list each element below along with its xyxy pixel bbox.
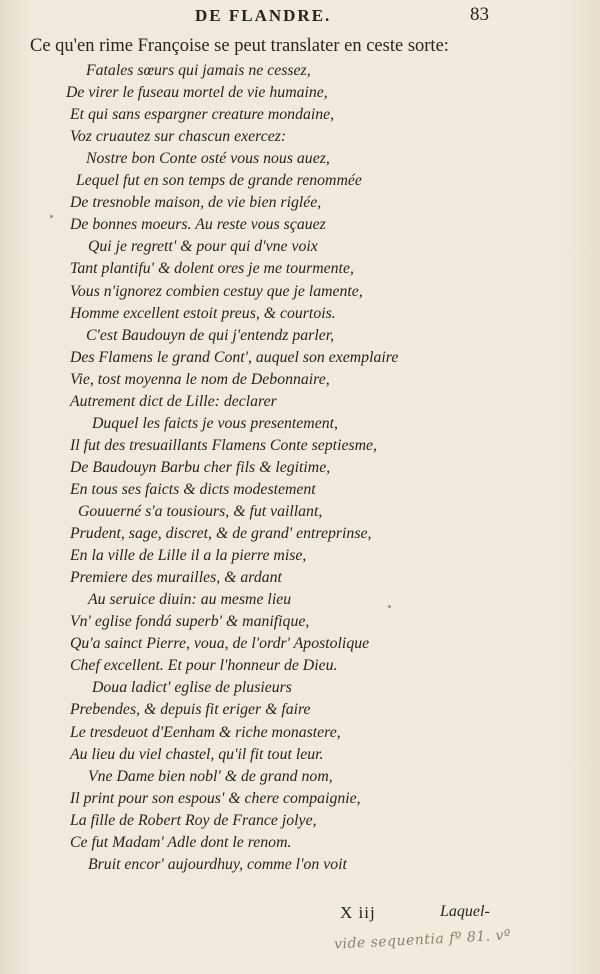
verse-line: Prebendes, & depuis fit eriger & faire bbox=[70, 701, 311, 719]
verse-line: De tresnoble maison, de vie bien riglée, bbox=[70, 194, 322, 212]
ink-speck bbox=[388, 605, 391, 608]
verse-line: Vie, tost moyenna le nom de Debonnaire, bbox=[70, 370, 330, 388]
verse-line: Nostre bon Conte osté vous nous auez, bbox=[86, 150, 330, 168]
ink-speck bbox=[50, 215, 53, 218]
verse-line: Qui je regrett' & pour qui d'vne voix bbox=[88, 238, 318, 256]
verse-line: Chef excellent. Et pour l'honneur de Dieu. bbox=[70, 657, 338, 675]
signature-mark: X iij bbox=[340, 903, 376, 922]
verse-line: Vous n'ignorez combien cestuy que je lamente, bbox=[70, 282, 363, 300]
page-number: 83 bbox=[470, 4, 489, 25]
verse-line: Homme excellent estoit preus, & courtois. bbox=[70, 304, 336, 322]
verse-line: Gouuerné s'a tousiours, & fut vaillant, bbox=[78, 503, 323, 520]
running-head: DE FLANDRE. bbox=[195, 6, 332, 25]
verse-line: Vn' eglise fondá superb' & manifique, bbox=[70, 613, 310, 631]
verse-line: Il fut des tresuaillants Flamens Conte septiesme, bbox=[70, 436, 377, 454]
verse-line: De virer le fuseau mortel de vie humaine, bbox=[66, 84, 328, 102]
intro-line: Ce qu'en rime Françoise se peut translater en ceste sorte: bbox=[30, 36, 449, 56]
verse-line: Vne Dame bien nobl' & de grand nom, bbox=[88, 767, 333, 785]
verse-line: Qu'a sainct Pierre, voua, de l'ordr' Apostolique bbox=[70, 635, 370, 653]
verse-line: Voz cruautez sur chascun exercez: bbox=[70, 128, 287, 146]
verse-line: La fille de Robert Roy de France jolye, bbox=[70, 811, 317, 829]
verse-line: En la ville de Lille il a la pierre mise, bbox=[70, 547, 307, 565]
verse-line: En tous ses faicts & dicts modestement bbox=[70, 480, 316, 498]
verse-line: De bonnes moeurs. Au reste vous sçauez bbox=[70, 216, 326, 234]
verse-line: Ce fut Madam' Adle dont le renom. bbox=[70, 833, 292, 851]
verse-line: Et qui sans espargner creature mondaine, bbox=[70, 106, 335, 124]
verse-line: De Baudouyn Barbu cher fils & legitime, bbox=[70, 458, 331, 476]
verse-line: Il print pour son espous' & chere compaignie, bbox=[70, 789, 361, 807]
verse-line: Duquel les faicts je vous presentement, bbox=[92, 414, 338, 432]
verse-line: Fatales sœurs qui jamais ne cessez, bbox=[86, 62, 311, 79]
verse-line: C'est Baudouyn de qui j'entendz parler, bbox=[86, 326, 335, 344]
verse-line: Des Flamens le grand Cont', auquel son exemplaire bbox=[70, 348, 399, 366]
verse-line: Tant plantifu' & dolent ores je me tourmente, bbox=[70, 260, 354, 278]
verse-line: Doua ladict' eglise de plusieurs bbox=[92, 679, 292, 697]
handwritten-margin-note: vide sequentia fº 81. vº bbox=[333, 927, 512, 953]
verse-line: Bruit encor' aujourdhuy, comme l'on voit bbox=[88, 855, 347, 873]
verse-line: Autrement dict de Lille: declarer bbox=[70, 392, 277, 410]
verse-line: Au seruice diuin: au mesme lieu bbox=[88, 591, 292, 609]
verse-line: Prudent, sage, discret, & de grand' entreprinse, bbox=[70, 525, 372, 543]
verse-line: Le tresdeuot d'Eenham & riche monastere, bbox=[70, 723, 341, 741]
verse-line: Au lieu du viel chastel, qu'il fit tout leur. bbox=[70, 745, 324, 763]
catchword: Laquel- bbox=[440, 903, 490, 920]
verse-line: Premiere des murailles, & ardant bbox=[70, 569, 282, 587]
verse-line: Lequel fut en son temps de grande renommée bbox=[76, 172, 362, 190]
